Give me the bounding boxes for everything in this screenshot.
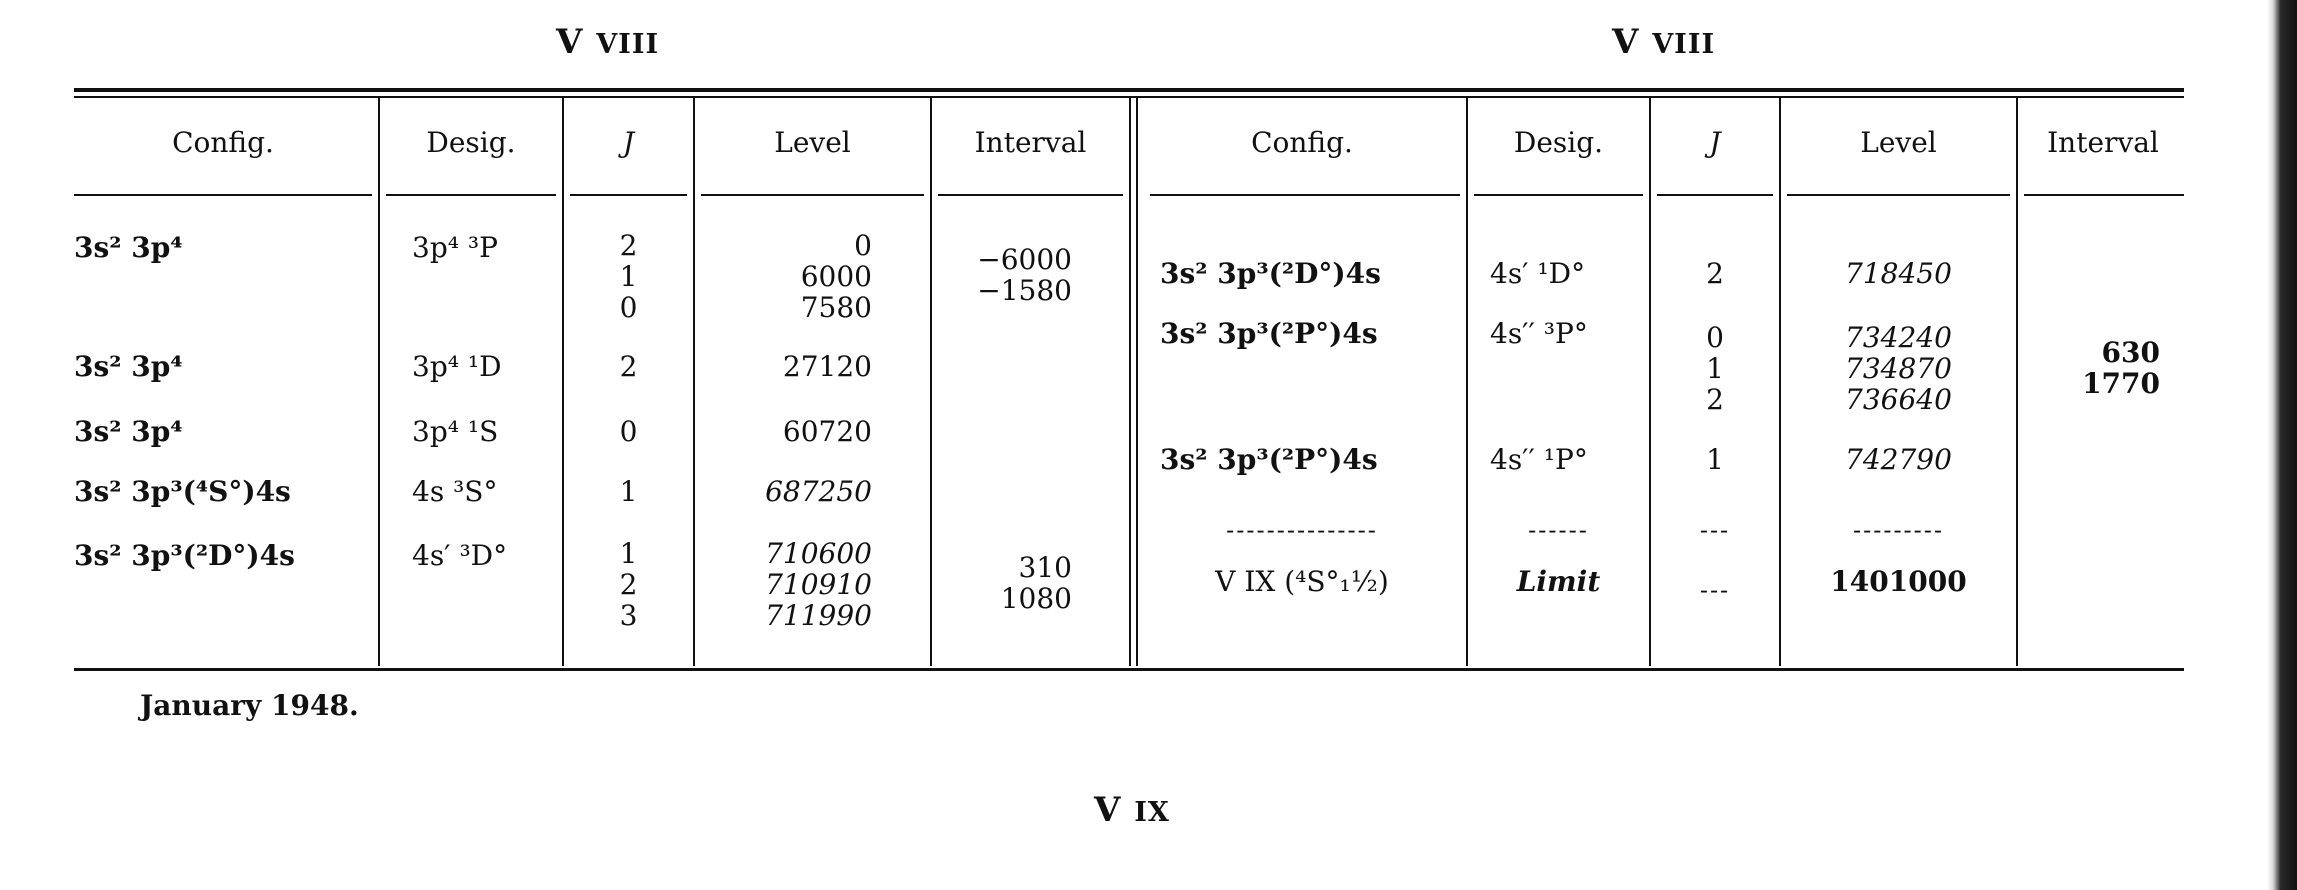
interval-value: −6000 <box>977 243 1072 276</box>
left-row-4-level: 687250 <box>765 475 872 508</box>
left-row-5-desig: 4s′ ³D° <box>412 539 508 572</box>
interval-value: −1580 <box>977 274 1072 307</box>
right-title-element: V <box>1612 22 1640 62</box>
left-row-1-j <box>564 230 693 323</box>
left-table-title <box>556 22 659 62</box>
level-value: 0 <box>854 229 872 262</box>
left-row-2-desig: 3p⁴ ¹D <box>412 350 502 383</box>
j-value: 2 <box>1706 383 1724 416</box>
col-sep-3 <box>693 98 695 666</box>
level-value: 7580 <box>800 291 872 324</box>
header-underline-6 <box>1150 194 1460 196</box>
j-value: 0 <box>619 291 638 324</box>
right-header-desig: Desig. <box>1513 126 1604 159</box>
top-rule-thick <box>74 88 2184 92</box>
j-value: 1 <box>619 537 638 570</box>
right-title-ion: VIII <box>1652 29 1716 60</box>
left-row-5-intervals <box>940 552 1072 614</box>
left-row-1-levels <box>700 230 872 323</box>
limit-j: --- <box>1699 576 1731 604</box>
limit-level: 1401000 <box>1830 565 1967 598</box>
left-row-3-desig: 3p⁴ ¹S <box>412 415 499 448</box>
left-row-5-levels <box>700 538 872 631</box>
left-title-element: V <box>556 22 584 62</box>
page-edge-shadow <box>2267 0 2297 890</box>
left-header-j: J <box>622 126 635 159</box>
right-row-2-config: 3s² 3p³(²P°)4s <box>1160 317 1378 350</box>
footnote-date: January 1948. <box>140 689 359 722</box>
level-value: 736640 <box>1845 383 1952 416</box>
right-row-2-desig: 4s′′ ³P° <box>1490 317 1588 350</box>
bottom-rule <box>74 668 2184 671</box>
right-row-3-config: 3s² 3p³(²P°)4s <box>1160 443 1378 476</box>
left-header-desig: Desig. <box>426 126 516 159</box>
header-underline-10 <box>2024 194 2184 196</box>
right-row-1-level: 718450 <box>1845 257 1952 290</box>
limit-config: V IX (⁴S°₁½) <box>1215 565 1389 598</box>
left-row-3-level: 60720 <box>782 415 872 448</box>
right-row-2-j <box>1651 322 1779 415</box>
left-header-level: Level <box>774 126 851 159</box>
right-table-title <box>1612 22 1715 62</box>
level-value: 6000 <box>800 260 872 293</box>
header-underline-8 <box>1657 194 1773 196</box>
right-row-3-desig: 4s′′ ¹P° <box>1490 443 1588 476</box>
header-underline-3 <box>570 194 687 196</box>
header-underline-7 <box>1474 194 1643 196</box>
right-header-j: J <box>1709 126 1721 159</box>
left-row-4-desig: 4s ³S° <box>412 475 498 508</box>
left-header-interval: Interval <box>974 126 1087 159</box>
level-value: 734870 <box>1845 352 1952 385</box>
dash-j: --- <box>1699 516 1731 544</box>
next-title-element: V <box>1094 790 1122 830</box>
dash-config: --------------- <box>1226 516 1378 544</box>
right-row-1-config: 3s² 3p³(²D°)4s <box>1160 257 1381 290</box>
header-underline-1 <box>74 194 372 196</box>
j-value: 2 <box>619 229 638 262</box>
j-value: 0 <box>1706 321 1724 354</box>
limit-desig: Limit <box>1516 565 1601 598</box>
left-row-2-config: 3s² 3p⁴ <box>74 350 183 383</box>
level-value: 734240 <box>1845 321 1952 354</box>
interval-value: 1080 <box>1000 582 1072 615</box>
left-row-1-intervals <box>940 244 1072 306</box>
interval-value: 1770 <box>2082 367 2160 400</box>
left-row-5-j <box>564 538 693 631</box>
right-row-3-level: 742790 <box>1845 443 1952 476</box>
j-value: 2 <box>619 568 638 601</box>
dash-level: --------- <box>1853 516 1944 544</box>
interval-value: 630 <box>2101 336 2160 369</box>
col-sep-4 <box>930 98 932 666</box>
col-sep-8 <box>2016 98 2018 666</box>
right-header-level: Level <box>1860 126 1937 159</box>
level-value: 710600 <box>765 537 872 570</box>
j-value: 3 <box>619 599 638 632</box>
header-underline-2 <box>386 194 556 196</box>
right-row-2-levels <box>1781 322 2016 415</box>
next-table-title <box>1094 790 1170 830</box>
right-row-1-desig: 4s′ ¹D° <box>1490 257 1586 290</box>
center-double-rule-a <box>1129 98 1131 666</box>
right-header-config: Config. <box>1251 126 1353 159</box>
j-value: 1 <box>619 260 638 293</box>
j-value: 1 <box>1706 352 1724 385</box>
right-row-2-intervals <box>2040 337 2160 399</box>
right-row-3-j: 1 <box>1706 443 1724 476</box>
left-row-3-j: 0 <box>619 415 638 448</box>
left-header-config: Config. <box>172 126 274 159</box>
header-underline-9 <box>1787 194 2010 196</box>
left-row-2-j: 2 <box>619 350 638 383</box>
left-row-1-config: 3s² 3p⁴ <box>74 231 183 264</box>
next-title-ion: IX <box>1134 797 1170 828</box>
left-title-ion: VIII <box>596 29 660 60</box>
level-value: 711990 <box>765 599 872 632</box>
col-sep-1 <box>378 98 380 666</box>
dash-desig: ------ <box>1528 516 1589 544</box>
right-row-1-j: 2 <box>1706 257 1724 290</box>
level-value: 710910 <box>765 568 872 601</box>
left-row-5-config: 3s² 3p³(²D°)4s <box>74 539 295 572</box>
right-header-interval: Interval <box>2047 126 2159 159</box>
interval-value: 310 <box>1018 551 1072 584</box>
header-underline-5 <box>938 194 1123 196</box>
left-row-4-config: 3s² 3p³(⁴S°)4s <box>74 475 291 508</box>
left-row-2-level: 27120 <box>782 350 872 383</box>
header-underline-4 <box>701 194 924 196</box>
left-row-4-j: 1 <box>619 475 638 508</box>
left-row-1-desig: 3p⁴ ³P <box>412 231 498 264</box>
left-row-3-config: 3s² 3p⁴ <box>74 415 183 448</box>
